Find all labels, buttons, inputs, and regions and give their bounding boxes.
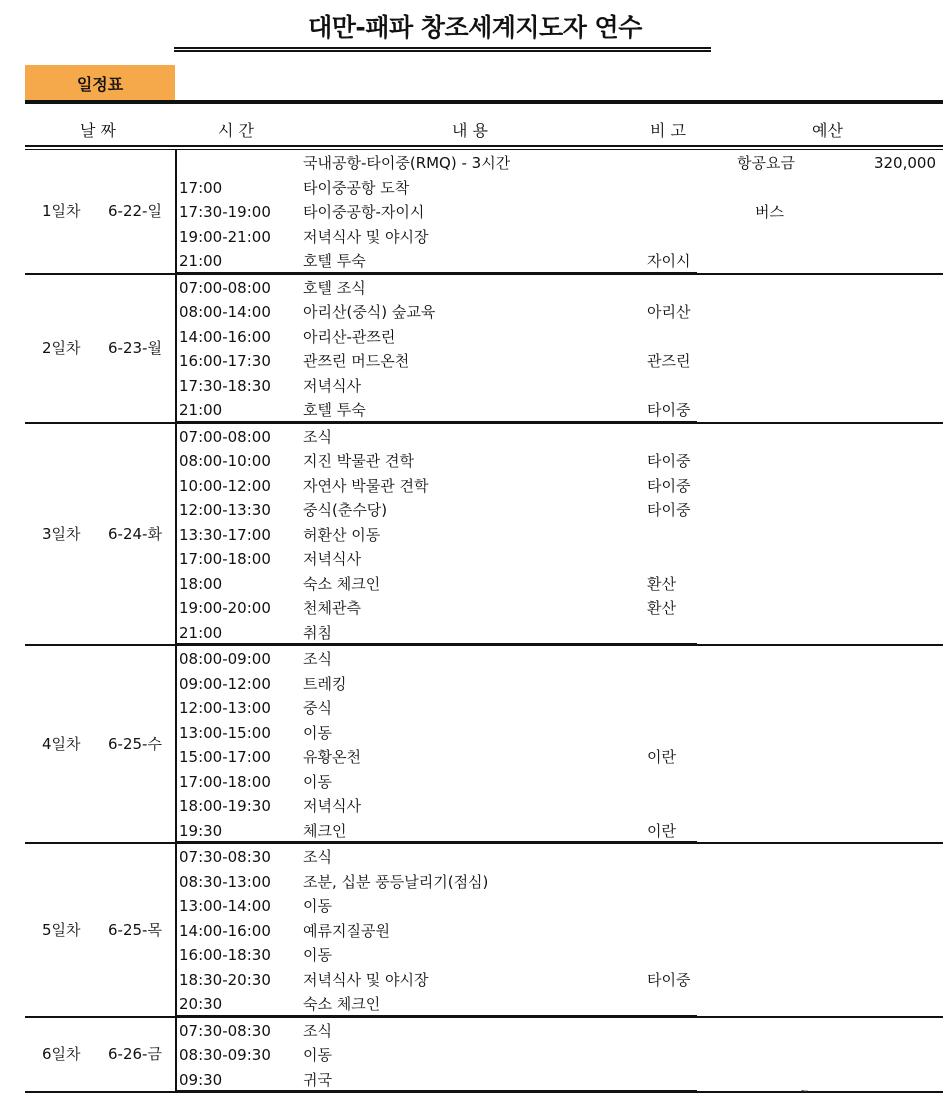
row-content: 조식 — [303, 650, 332, 668]
day-separator — [25, 273, 943, 275]
row-time: 13:00-15:00 — [179, 723, 271, 742]
row-time: 08:30-13:00 — [179, 872, 271, 891]
day-label: 2일차 — [42, 339, 81, 357]
row-content: 저녁식사 및 야시장 — [303, 970, 429, 989]
day-label: 4일차 — [42, 735, 81, 753]
row-content: 중식(춘수당) — [303, 501, 388, 519]
row-note: 타이중 — [647, 452, 691, 470]
row-content: 이동 — [303, 772, 332, 791]
row-note: 이란 — [647, 748, 676, 766]
time-column-rule — [175, 150, 177, 273]
row-note: 자이시 — [647, 252, 691, 270]
row-content: 타이중공항 도착 — [303, 178, 410, 197]
date-label: 6-25-목 — [108, 920, 162, 939]
header-bottom-rule-2 — [25, 149, 943, 150]
row-content: 저녁식사 — [303, 550, 361, 568]
row-content: 호텔 투숙 — [303, 252, 366, 270]
row-note: 타이중 — [647, 401, 691, 419]
row-time: 08:00-14:00 — [179, 303, 271, 321]
row-note: 관즈린 — [647, 352, 691, 370]
row-content: 이동 — [303, 723, 332, 742]
date-label: 6-25-수 — [108, 735, 162, 753]
row-content: 숙소 체크인 — [303, 574, 381, 593]
row-content: 조식 — [303, 848, 332, 866]
row-content: 아리산(중식) 숲교육 — [303, 303, 436, 321]
row-time: 14:00-16:00 — [179, 921, 271, 940]
row-time: 17:30-19:00 — [179, 203, 271, 221]
row-time: 18:30-20:30 — [179, 970, 271, 989]
date-label: 6-23-월 — [108, 339, 162, 357]
row-content: 저녁식사 — [303, 797, 361, 815]
header-top-rule — [25, 100, 943, 104]
row-time: 20:30 — [179, 995, 223, 1013]
header-content: 내 용 — [452, 121, 488, 140]
day-label: 3일차 — [42, 524, 81, 543]
row-note: 환산 — [647, 599, 676, 617]
header-budget: 예산 — [812, 121, 843, 140]
row-time: 08:30-09:30 — [179, 1046, 271, 1064]
row-time: 19:00-21:00 — [179, 227, 271, 246]
row-content: 조식 — [303, 1021, 332, 1040]
row-note: 환산 — [647, 574, 676, 593]
row-content: 예류지질공원 — [303, 921, 390, 940]
row-time: 07:00-08:00 — [179, 427, 271, 446]
row-time: 14:00-16:00 — [179, 327, 271, 346]
row-content: 조식 — [303, 427, 332, 446]
row-content: 지진 박물관 견학 — [303, 452, 414, 470]
time-column-rule — [175, 646, 177, 842]
header-note: 비 고 — [650, 121, 686, 140]
row-time: 15:00-17:00 — [179, 748, 271, 766]
row-time: 12:00-13:30 — [179, 501, 271, 519]
budget-amount: 320,000 — [873, 154, 936, 172]
row-content: 허환산 이동 — [303, 525, 381, 544]
time-column-rule — [175, 275, 177, 422]
header-date: 날 짜 — [80, 121, 116, 140]
time-column-rule — [175, 1018, 177, 1092]
row-content: 이동 — [303, 1046, 332, 1064]
header-bottom-rule — [25, 145, 943, 147]
header-time: 시 간 — [218, 121, 254, 140]
day-separator — [25, 644, 943, 646]
time-column-rule — [175, 424, 177, 645]
row-content: 타이중공항-자이시 — [303, 203, 425, 221]
row-time: 12:00-13:00 — [179, 699, 271, 717]
row-note: 타이중 — [647, 476, 691, 495]
handwritten-scribble: ~ — [800, 1086, 809, 1097]
row-note: 아리산 — [647, 303, 691, 321]
day-label: 1일차 — [42, 202, 81, 221]
schedule-tag: 일정표 — [25, 65, 175, 101]
row-time: 17:00 — [179, 178, 223, 197]
date-label: 6-24-화 — [108, 524, 162, 543]
row-time: 09:00-12:00 — [179, 674, 271, 693]
row-content: 호텔 조식 — [303, 278, 366, 297]
row-time: 13:00-14:00 — [179, 897, 271, 915]
row-time: 09:30 — [179, 1070, 223, 1089]
row-time: 17:00-18:00 — [179, 772, 271, 791]
row-content: 이동 — [303, 946, 332, 964]
row-time: 19:30 — [179, 821, 223, 840]
row-content: 귀국 — [303, 1070, 332, 1089]
time-column-rule — [175, 844, 177, 1016]
row-content: 체크인 — [303, 821, 347, 840]
row-time: 07:30-08:30 — [179, 1021, 271, 1040]
row-time: 08:00-10:00 — [179, 452, 271, 470]
page-title: 대만-패파 창조세계지도자 연수 — [308, 13, 642, 42]
row-time: 10:00-12:00 — [179, 476, 271, 495]
day-separator — [25, 422, 943, 424]
day-label: 6일차 — [42, 1045, 81, 1064]
row-content: 국내공항-타이중(RMQ) - 3시간 — [303, 154, 511, 172]
title-underline — [174, 47, 711, 52]
row-time: 21:00 — [179, 401, 223, 419]
row-time: 18:00-19:30 — [179, 797, 271, 815]
date-label: 6-22-일 — [108, 202, 162, 221]
row-content: 아리산-관쯔린 — [303, 327, 396, 346]
row-content: 트레킹 — [303, 674, 347, 693]
row-time: 13:30-17:00 — [179, 525, 271, 544]
row-time: 08:00-09:00 — [179, 650, 271, 668]
row-content: 호텔 투숙 — [303, 401, 366, 419]
row-content: 이동 — [303, 897, 332, 915]
row-time: 16:00-17:30 — [179, 352, 271, 370]
row-time: 07:00-08:00 — [179, 278, 271, 297]
budget-item: 항공요금 — [737, 154, 795, 172]
row-time: 19:00-20:00 — [179, 599, 271, 617]
budget-item: 버스 — [755, 203, 784, 221]
day-separator — [25, 842, 943, 844]
row-content: 숙소 체크인 — [303, 995, 381, 1013]
row-time: 17:30-18:30 — [179, 376, 271, 395]
row-time: 07:30-08:30 — [179, 848, 271, 866]
row-content: 중식 — [303, 699, 332, 717]
row-content: 저녁식사 — [303, 376, 361, 395]
row-content: 조분, 십분 풍등날리기(점심) — [303, 872, 489, 891]
day-label: 5일차 — [42, 920, 81, 939]
row-content: 유황온천 — [303, 748, 361, 766]
row-content: 자연사 박물관 견학 — [303, 476, 429, 495]
day-separator — [25, 1016, 943, 1018]
row-time: 21:00 — [179, 252, 223, 270]
row-time: 21:00 — [179, 623, 223, 642]
row-note: 타이중 — [647, 970, 691, 989]
date-label: 6-26-금 — [108, 1045, 162, 1064]
row-time: 18:00 — [179, 574, 223, 593]
row-content: 천체관측 — [303, 599, 361, 617]
row-content: 취침 — [303, 623, 332, 642]
row-note: 이란 — [647, 821, 676, 840]
row-time: 16:00-18:30 — [179, 946, 271, 964]
row-note: 타이중 — [647, 501, 691, 519]
row-content: 저녁식사 및 야시장 — [303, 227, 429, 246]
row-time: 17:00-18:00 — [179, 550, 271, 568]
row-content: 관쯔린 머드온천 — [303, 352, 410, 370]
